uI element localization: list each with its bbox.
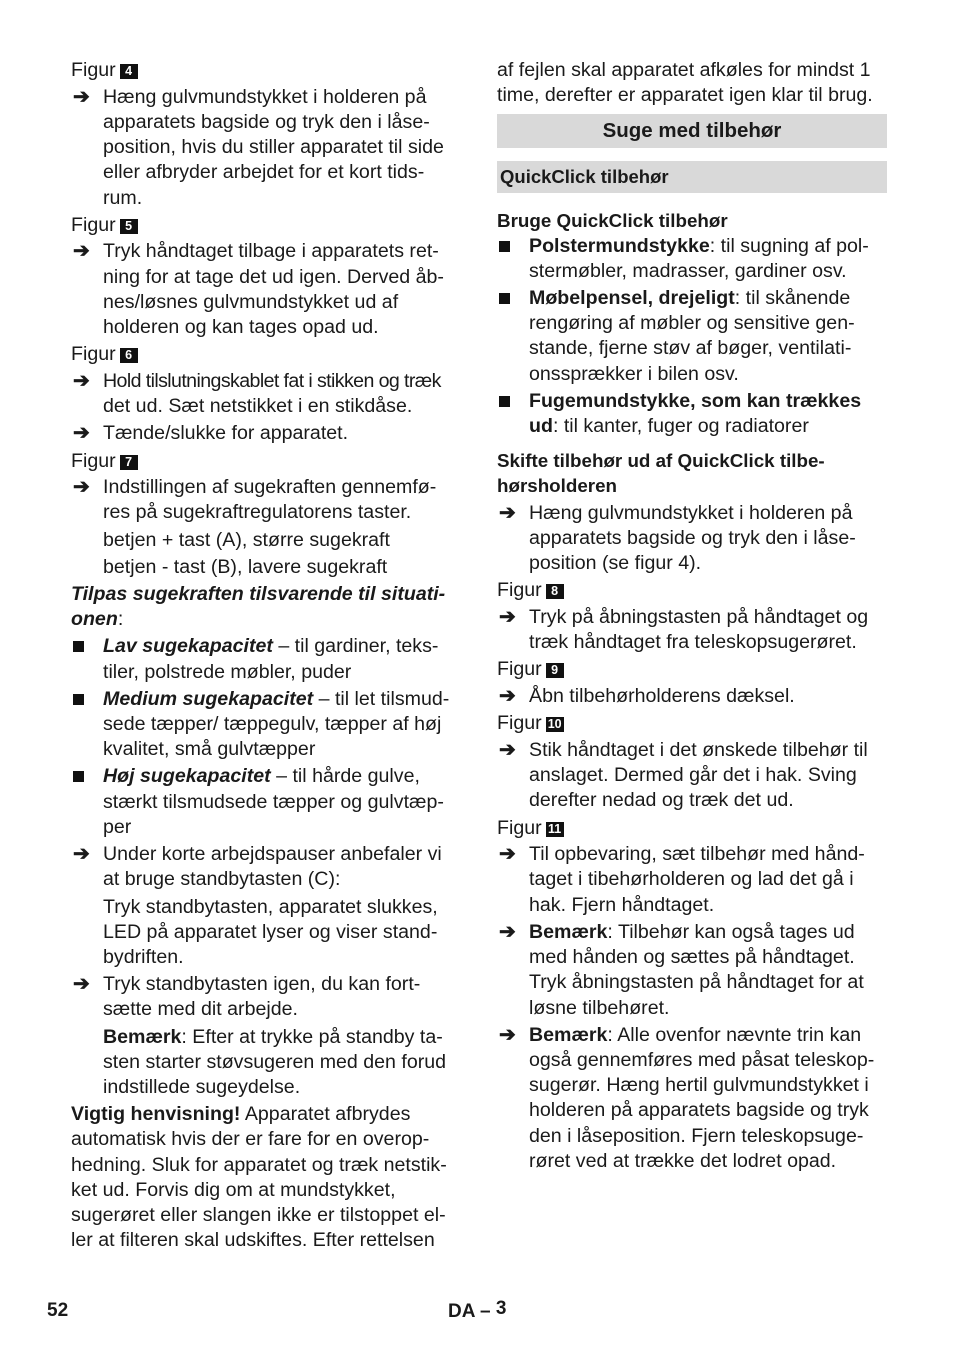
instruction-item: ➔ Åbn tilbehørholderens dæksel. xyxy=(497,684,887,709)
arrow-right-icon: ➔ xyxy=(499,843,516,866)
figure-ref: Figur 7 xyxy=(71,449,463,474)
instruction-item: ➔ Tryk håndtaget tilbage i apparatets ret- ning for at tage det ud igen. Derved åb- nes/løsnes gulvmundstykket ud af holderen og kan tages opad ud. xyxy=(73,240,444,339)
figure-ref: Figur 6 xyxy=(71,342,463,367)
square-bullet-icon xyxy=(73,694,84,705)
figure-number: 10 xyxy=(546,717,564,732)
figure-ref: Figur 11 xyxy=(497,816,887,841)
arrow-right-icon: ➔ xyxy=(73,476,90,499)
figure-ref: Figur 5 xyxy=(71,213,463,238)
figure-ref: Figur 9 xyxy=(497,657,887,682)
figure-number: 9 xyxy=(546,663,564,678)
bullet-item: Lav sugekapacitet – til gardiner, teks- tiler, polstrede møbler, puder xyxy=(71,634,463,684)
page-number: 52 xyxy=(47,1300,69,1321)
instruction-item: ➔ Bemærk: Tilbehør kan også tages ud med hånden og sættes på håndtaget. Tryk åbningstasten på håndtaget for at løsne tilbehøret. xyxy=(499,920,864,1019)
instruction-item: ➔ Til opbevaring, sæt tilbehør med hånd- taget i tibehørholderen og lad det gå i hak. Fjern håndtaget. xyxy=(499,843,865,916)
arrow-right-icon: ➔ xyxy=(73,85,90,108)
arrow-right-icon: ➔ xyxy=(499,920,516,943)
figure-ref: Figur 8 xyxy=(497,578,887,603)
sub-text: betjen + tast (A), større sugekraft xyxy=(103,528,390,551)
square-bullet-icon xyxy=(499,396,510,407)
subheading: Bruge QuickClick tilbehør xyxy=(497,210,728,232)
square-bullet-icon xyxy=(499,293,510,304)
instruction-item: ➔ Bemærk: Alle ovenfor nævnte trin kan også gennemføres med påsat teleskop- sugerør. Hæng hertil gulvmundstykket i holderen på apparatets bagside og tryk den i låseposition. Fjern teleskopsuge- røret ved at trække det lodret opad. xyxy=(499,1023,875,1172)
instruction-item: ➔ Tryk på åbningstasten på håndtaget og træk håndtaget fra teleskopsugerøret. xyxy=(499,605,869,654)
instruction-item: ➔ Under korte arbejdspauser anbefaler vi at bruge standbytasten (C): xyxy=(73,843,442,891)
square-bullet-icon xyxy=(73,641,84,652)
bullet-item: Fugemundstykke, som kan trækkes ud: til kanter, fuger og radiatorer xyxy=(497,389,887,439)
arrow-right-icon: ➔ xyxy=(499,1023,516,1046)
arrow-right-icon: ➔ xyxy=(499,501,516,524)
figure-ref: Figur 4 xyxy=(71,58,463,83)
arrow-right-icon: ➔ xyxy=(73,843,90,866)
section-heading: Suge med tilbehør xyxy=(497,114,887,148)
subheading: Skifte tilbehør ud af QuickClick tilbe- hørsholderen xyxy=(497,450,825,497)
figure-number: 11 xyxy=(546,822,564,837)
emphasis-heading: Tilpas sugekraften tilsvarende til situati- onen: xyxy=(71,583,446,631)
figure-number: 8 xyxy=(546,584,564,599)
subsection-heading: QuickClick tilbehør xyxy=(497,161,887,193)
arrow-right-icon: ➔ xyxy=(499,685,516,708)
square-bullet-icon xyxy=(499,241,510,252)
bullet-item: Medium sugekapacitet – til let tilsmud- sede tæpper/ tæppegulv, tæpper af høj kvalitet, små gulvtæpper xyxy=(71,687,463,763)
sub-text: Tryk standbytasten, apparatet slukkes, LED på apparatet lyser og viser stand- bydriften. xyxy=(103,895,438,968)
square-bullet-icon xyxy=(73,771,84,782)
instruction-item: ➔ Tænde/slukke for apparatet. xyxy=(71,421,463,446)
instruction-item: ➔ Hold tilslutningskablet fat i stikken og træk det ud. Sæt netstikket i en stikdåse. xyxy=(73,369,441,418)
arrow-right-icon: ➔ xyxy=(73,369,90,392)
arrow-right-icon: ➔ xyxy=(499,605,516,628)
note-text: Bemærk: Efter at trykke på standby ta- sten starter støvsugeren med den forud indstillede sugeydelse. xyxy=(103,1025,447,1098)
bullet-item: Polstermundstykke: til sugning af pol- stermøbler, madrasser, gardiner osv. xyxy=(497,234,887,284)
instruction-item: ➔ Stik håndtaget i det ønskede tilbehør til anslaget. Dermed går det i hak. Sving derefter nedad og træk det ud. xyxy=(499,738,868,812)
arrow-right-icon: ➔ xyxy=(73,973,90,996)
arrow-right-icon: ➔ xyxy=(73,240,90,263)
instruction-item: ➔ Tryk standbytasten igen, du kan fort- sætte med dit arbejde. xyxy=(73,973,421,1021)
right-column xyxy=(497,58,887,1176)
continued-paragraph: af fejlen skal apparatet afkøles for mindst 1 time, derefter er apparatet igen klar til brug. xyxy=(497,59,873,107)
figure-number: 6 xyxy=(120,348,138,363)
figure-number: 7 xyxy=(120,455,138,470)
instruction-item: ➔ Hæng gulvmundstykket i holderen på apparatets bagside og tryk den i låse- position (se figur 4). xyxy=(499,501,856,575)
bullet-item: Møbelpensel, drejeligt: til skånende rengøring af møbler og sensitive gen- stande, fjerne støv af bøger, ventilati- onssprækker i bilen osv. xyxy=(497,286,887,387)
figure-ref: Figur 10 xyxy=(497,711,887,736)
left-column xyxy=(71,58,463,1255)
arrow-right-icon: ➔ xyxy=(73,422,90,445)
bullet-item: Høj sugekapacitet – til hårde gulve, stærkt tilsmudsede tæpper og gulvtæp- per xyxy=(71,764,463,840)
language-page-label: DA – 3 xyxy=(448,1298,507,1322)
figure-number: 4 xyxy=(120,64,138,79)
instruction-item: ➔ Indstillingen af sugekraften gennemfø- res på sugekraftregulatorens taster. xyxy=(73,476,437,524)
warning-paragraph: Vigtig henvisning! Apparatet afbrydes automatisk hvis der er fare for en overop- hedning. Sluk for apparatet og træk netstik- ket ud. Forvis dig om at mundstykket, sugerøret eller slangen ikke er tilstoppet el- ler at filteren skal udskiftes. Efter rettelsen xyxy=(71,1103,447,1252)
figure-number: 5 xyxy=(120,219,138,234)
instruction-item: ➔ Hæng gulvmundstykket i holderen på apparatets bagside og tryk den i låse- position, hvis du stiller apparatet til side eller afbryder arbejdet for et kort tids- rum. xyxy=(73,85,444,209)
arrow-right-icon: ➔ xyxy=(499,738,516,761)
sub-text: betjen - tast (B), lavere sugekraft xyxy=(103,555,388,578)
